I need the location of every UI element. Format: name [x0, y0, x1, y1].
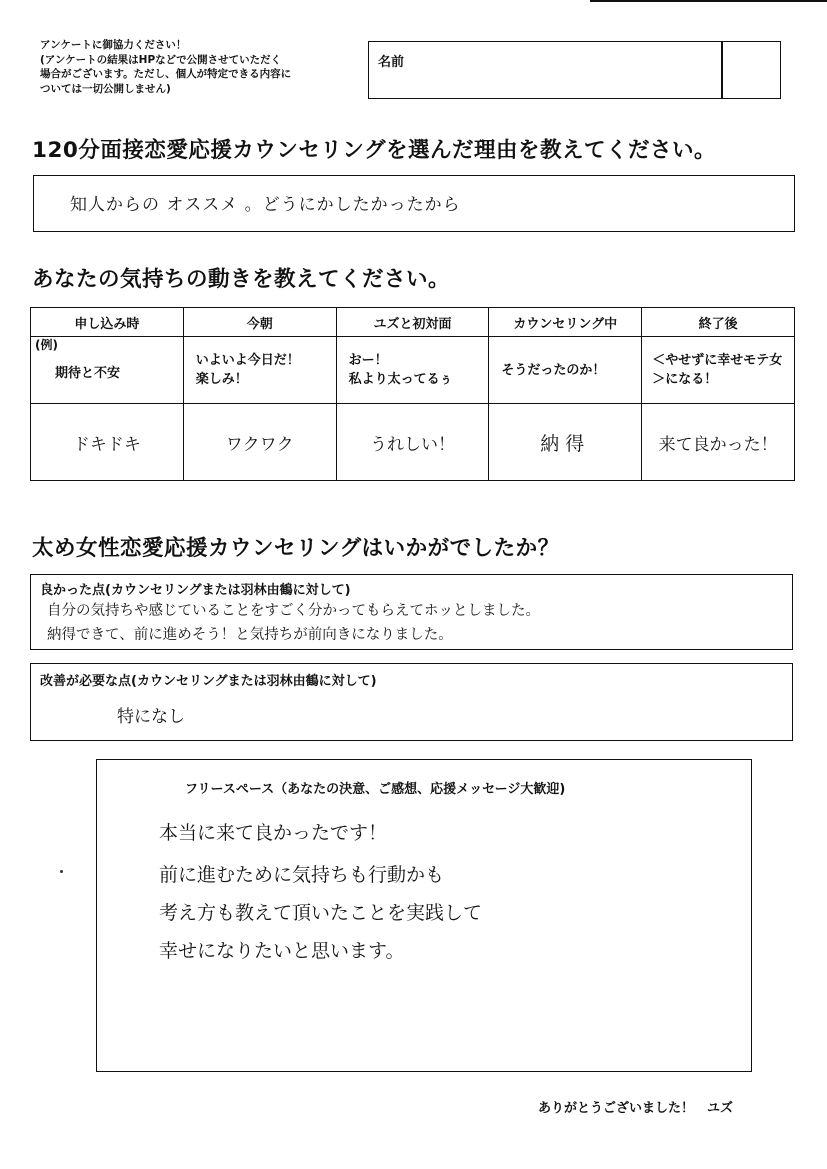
answer-text: ドキドキ [72, 434, 141, 455]
column-header: 終了後 [642, 308, 795, 337]
q2-heading: あなたの気持ちの動きを教えてください。 [32, 267, 451, 292]
q1-answer: 知人からの オススメ 。どうにかしたかったから [70, 195, 461, 215]
good-points-line: 自分の気持ちや感じていることをすごく分かってもらえてホッとしました。 [47, 603, 540, 619]
example-row [31, 337, 795, 404]
notice-line: ついては一切公開しません) [40, 82, 171, 95]
answer-text: ワクワク [225, 434, 294, 455]
example-note: (例) [35, 337, 58, 352]
free-space-line: 本当に来て良かったです！ [159, 822, 388, 844]
survey-notice [40, 38, 360, 96]
column-header: 今朝 [183, 308, 336, 337]
answer-text: 納得 [540, 432, 591, 455]
column-header: ユズと初対面 [336, 308, 489, 337]
answer-cell[interactable] [31, 404, 184, 481]
example-text: いよいよ今日だ！ 楽しみ！ [195, 353, 300, 387]
improvements-box[interactable] [30, 663, 793, 741]
example-cell [642, 337, 795, 404]
example-cell [336, 337, 489, 404]
answer-cell[interactable] [183, 404, 336, 481]
answer-cell[interactable] [642, 404, 795, 481]
answer-cell[interactable] [336, 404, 489, 481]
example-cell [183, 337, 336, 404]
name-box-divider [721, 42, 723, 98]
notice-line: 場合がございます。ただし、個人が特定できる内容に [40, 68, 292, 80]
column-header: 申し込み時 [31, 308, 184, 337]
free-space-line: 前に進むために気持ちも行動かも [159, 864, 445, 886]
answer-text: うれしい！ [369, 434, 455, 455]
q3-heading: 太め女性恋愛応援カウンセリングはいかがでしたか？ [32, 536, 560, 561]
notice-line: (アンケートの結果はHPなどで公開させていただく [40, 53, 282, 66]
notice-line: アンケートに御協力ください！ [40, 39, 187, 51]
example-text: おー！ 私より太ってるぅ [348, 353, 453, 387]
free-space-label: フリースペース（あなたの決意、ご感想、応援メッセージ大歓迎) [185, 782, 566, 797]
example-text: ＜やせずに幸せモテ女＞になる！ [652, 353, 783, 387]
free-space-line: 考え方も教えて頂いたことを実践して [159, 902, 483, 924]
example-cell [489, 337, 642, 404]
example-text: そうだったのか！ [501, 362, 606, 378]
answer-text: 来て良かった！ [658, 434, 778, 455]
name-field[interactable] [368, 41, 781, 99]
good-points-line: 納得できて、前に進めそう！と気持ちが前向きになりました。 [47, 627, 453, 643]
table-header-row [31, 308, 795, 337]
answer-row [31, 404, 795, 481]
example-text: 期待と不安 [55, 365, 121, 381]
q1-answer-box[interactable] [33, 175, 795, 232]
example-cell [31, 337, 184, 404]
free-space-line: 幸せになりたいと思います。 [159, 940, 405, 962]
good-points-label: 良かった点(カウンセリングまたは羽林由鶴に対して) [40, 583, 351, 598]
free-space-box[interactable] [96, 759, 752, 1072]
q1-heading: 120分面接恋愛応援カウンセリングを選んだ理由を教えてください。 [32, 138, 716, 163]
improvements-label: 改善が必要な点(カウンセリングまたは羽林由鶴に対して) [40, 674, 377, 689]
top-edge-line [590, 0, 827, 2]
answer-cell[interactable] [489, 404, 642, 481]
good-points-box[interactable] [30, 574, 793, 650]
column-header: カウンセリング中 [489, 308, 642, 337]
name-label: 名前 [378, 55, 405, 70]
improvements-answer: 特になし [117, 707, 185, 727]
feelings-table [30, 307, 795, 481]
thanks-signature: ありがとうございました！ ユズ [538, 1101, 734, 1116]
stray-dot [60, 870, 63, 873]
